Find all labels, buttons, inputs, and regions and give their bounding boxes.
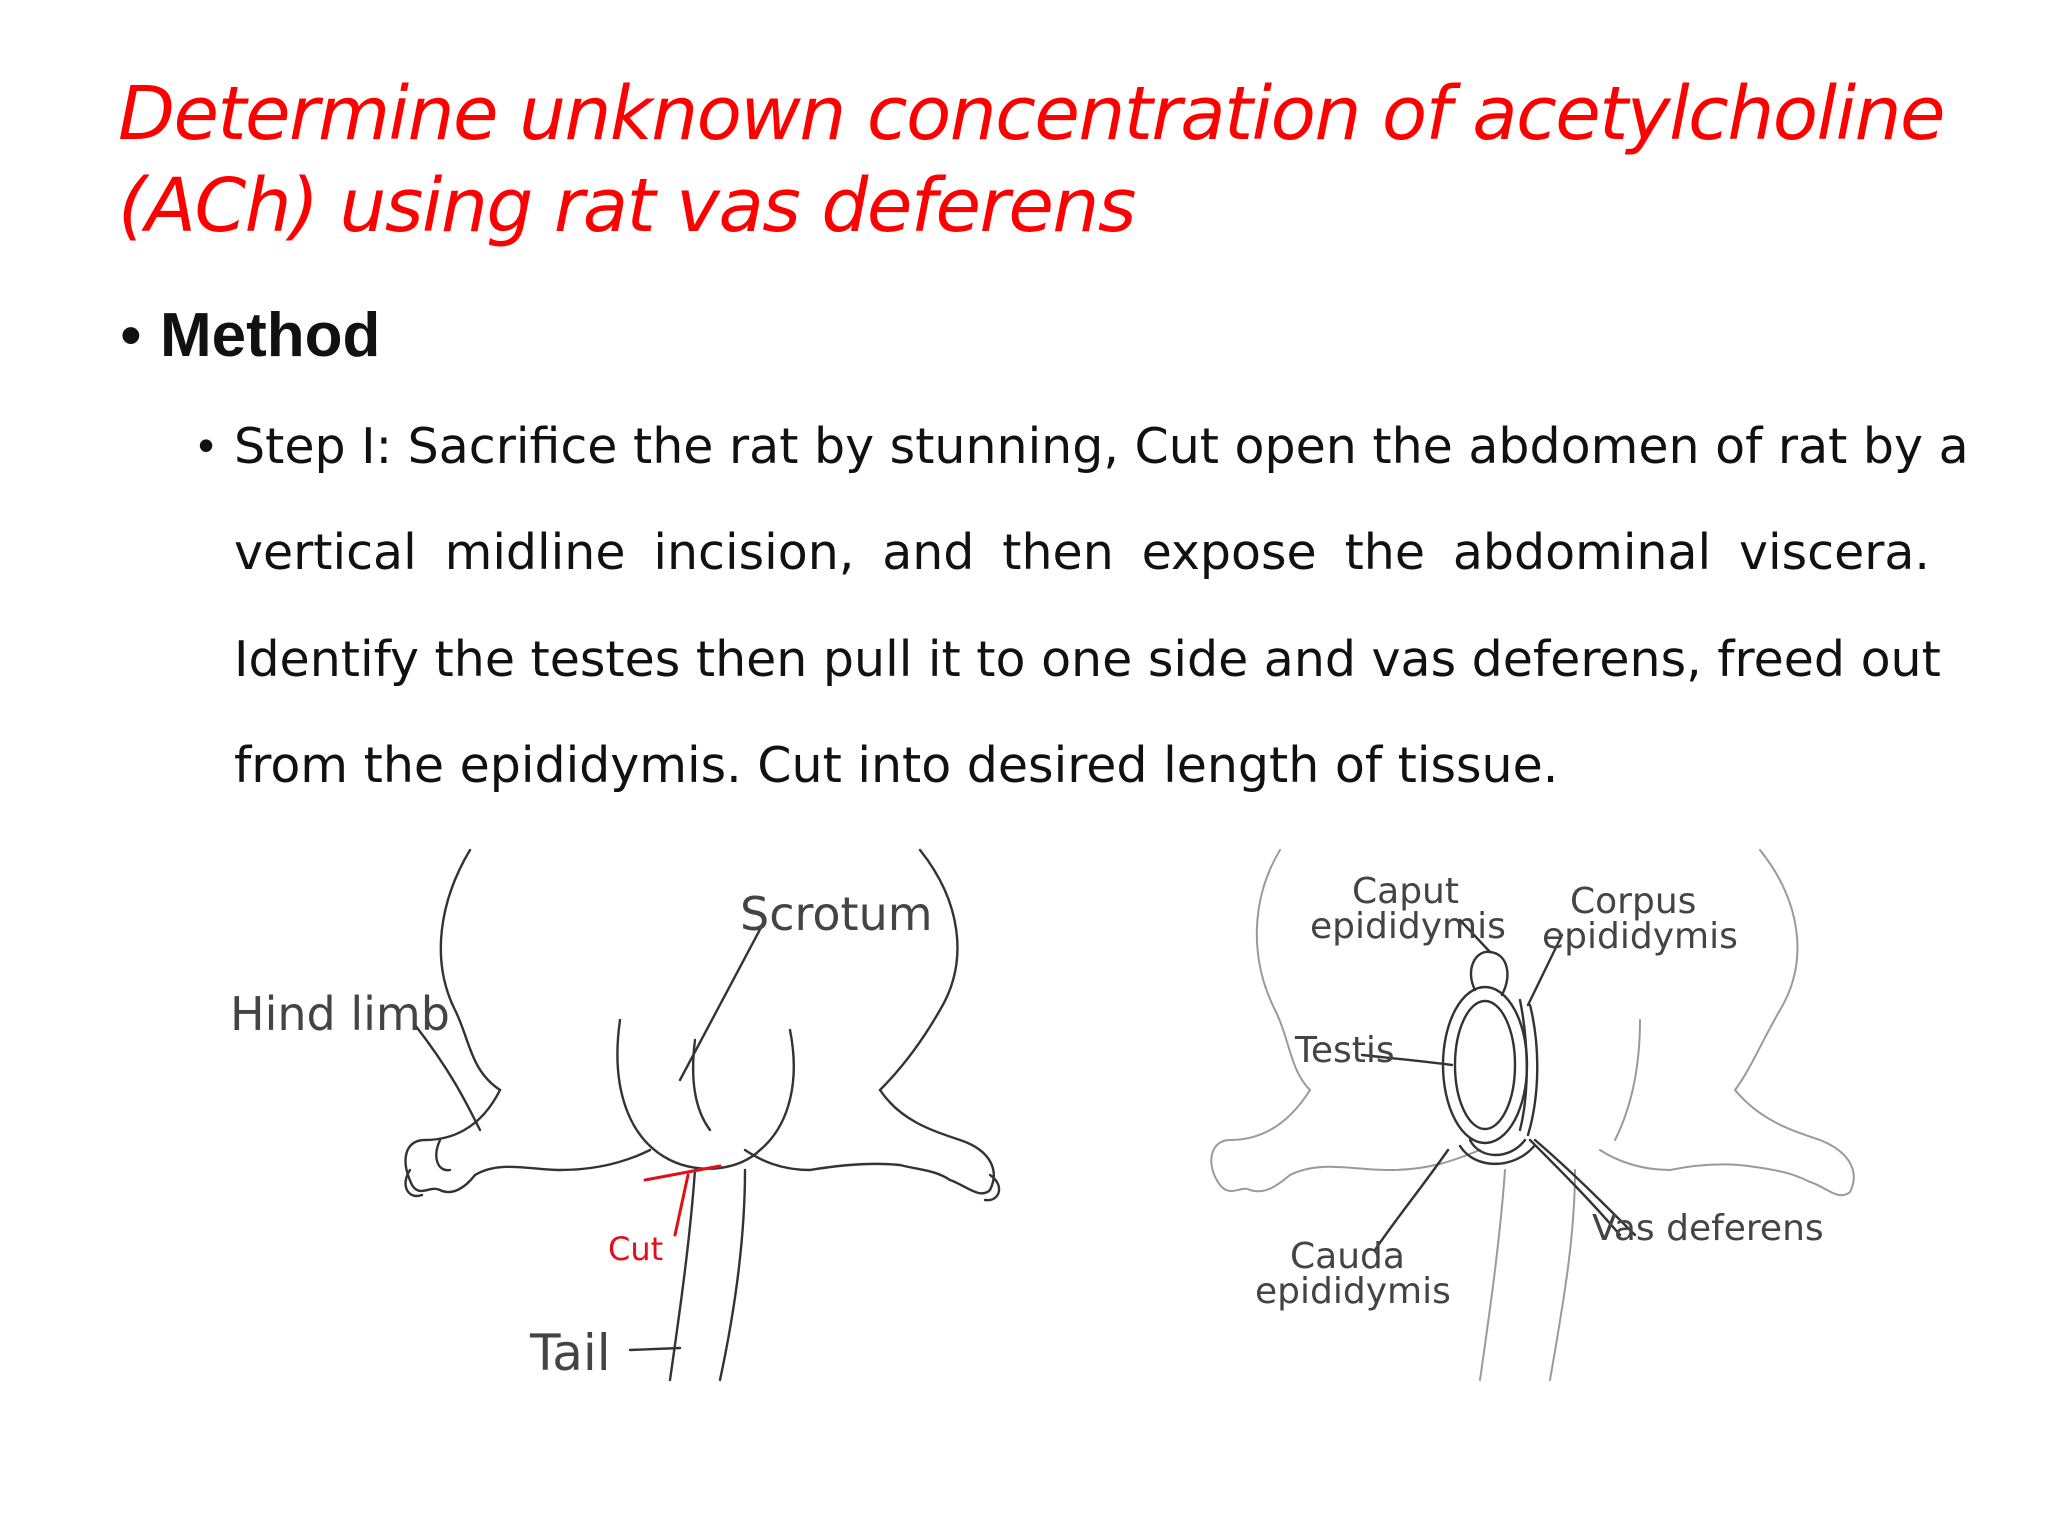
cut-label: Cut bbox=[608, 1230, 664, 1268]
cauda-label-line-1: Cauda bbox=[1290, 1236, 1405, 1277]
sub-bullet-dot-icon: • bbox=[198, 419, 215, 471]
caput-label-line-2: epididymis bbox=[1310, 906, 1506, 947]
step-line-2: vertical midline incision, and then expose the abdominal viscera. bbox=[234, 524, 1930, 581]
hind-limb-label: Hind limb bbox=[230, 987, 450, 1041]
bullet-dot-icon: • bbox=[120, 301, 142, 370]
caput-label-line-1: Caput bbox=[1352, 871, 1459, 912]
testis-label: Testis bbox=[1295, 1030, 1395, 1071]
slide-title-line-2: (ACh) using rat vas deferens bbox=[118, 163, 1135, 249]
slide-title bbox=[118, 68, 1945, 252]
testis-epididymis-diagram bbox=[1190, 840, 1970, 1400]
vas-deferens-label: Vas deferens bbox=[1592, 1208, 1824, 1249]
scrotum-label: Scrotum bbox=[740, 887, 933, 941]
step-line-4: from the epididymis. Cut into desired length of tissue. bbox=[234, 737, 1559, 794]
step-line-3: Identify the testes then pull it to one side and vas deferens, freed out bbox=[234, 631, 1941, 688]
rat-scrotum-diagram bbox=[200, 840, 1050, 1400]
step-line-1: Step I: Sacrifice the rat by stunning, Cut open the abdomen of rat by a bbox=[234, 418, 1969, 475]
method-heading: Method bbox=[160, 301, 381, 370]
rat-scrotum-drawing bbox=[200, 840, 1050, 1400]
corpus-label-line-1: Corpus bbox=[1570, 881, 1697, 922]
tail-label: Tail bbox=[530, 1324, 611, 1382]
method-bullet bbox=[120, 300, 380, 371]
cauda-label-line-2: epididymis bbox=[1255, 1271, 1451, 1312]
testis-epididymis-drawing bbox=[1190, 840, 1970, 1400]
corpus-label-line-2: epididymis bbox=[1542, 916, 1738, 957]
slide-title-line-1: Determine unknown concentration of acetylcholine bbox=[118, 71, 1945, 157]
